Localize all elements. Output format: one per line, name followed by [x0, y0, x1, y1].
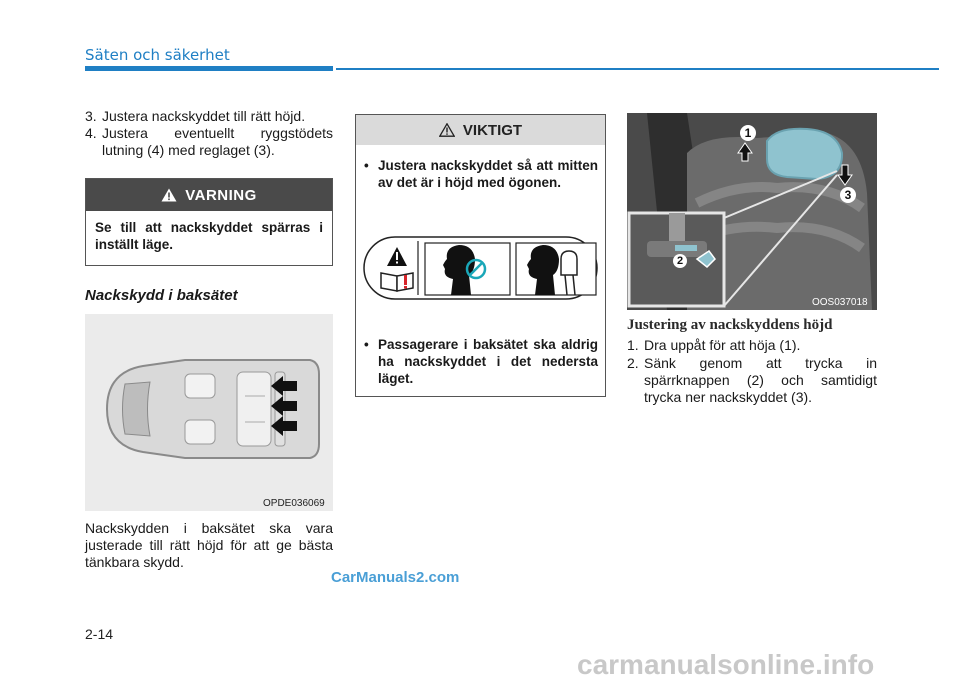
- callout-1: 1: [740, 125, 756, 141]
- step-text: Dra uppåt för att höja (1).: [644, 337, 801, 353]
- section-title: Säten och säkerhet: [85, 46, 230, 64]
- page-number: 2-14: [85, 626, 114, 642]
- headrest-adjustment-photo: [627, 113, 877, 310]
- warning-header: [86, 179, 332, 211]
- step-number: 3.: [85, 108, 97, 124]
- column-3-steps: [627, 337, 877, 407]
- step-number: 1.: [627, 337, 639, 353]
- important-header: [356, 115, 605, 145]
- header-rule-thick: [85, 66, 333, 71]
- figure-code: OPDE036069: [263, 498, 325, 509]
- subheading: Nackskydd i baksätet: [85, 287, 238, 304]
- bullet-text: Justera nackskyddet så att mitten av det är i höjd med ögonen.: [378, 158, 598, 190]
- important-box: [355, 114, 606, 397]
- warning-title: VARNING: [185, 186, 257, 204]
- callout-2: 2: [673, 254, 687, 268]
- step-item: [627, 355, 877, 406]
- bullet-text: Passagerare i baksätet ska aldrig ha nackskyddet i det nedersta läget.: [378, 337, 598, 386]
- warning-triangle-icon: [161, 188, 177, 202]
- headrest-position-illustration: [363, 223, 598, 313]
- rear-headrest-paragraph: Nackskydden i baksätet ska vara justerade till rätt höjd för att ge bästa tänkbara skydd.: [85, 520, 333, 570]
- warning-triangle-icon: [439, 123, 455, 137]
- callout-3: 3: [840, 187, 856, 203]
- step-text: Justera nackskyddet till rätt höjd.: [102, 108, 306, 124]
- adjustment-heading: Justering av nackskyddens höjd: [627, 317, 833, 333]
- bullet-dot: •: [364, 337, 369, 352]
- step-item: [85, 108, 333, 125]
- important-bullet: [364, 336, 598, 387]
- car-top-view-icon: [85, 314, 333, 511]
- rear-headrest-car-illustration: [85, 314, 333, 511]
- step-item: [627, 337, 877, 354]
- footer-watermark: carmanualsonline.info: [577, 649, 875, 680]
- important-bullet: [364, 157, 598, 191]
- step-number: 4.: [85, 125, 97, 141]
- warning-box: [85, 178, 333, 266]
- warning-text: Se till att nackskyddet spärras i inställt läge.: [95, 220, 323, 252]
- bullet-dot: •: [364, 158, 369, 173]
- step-item: [85, 125, 333, 159]
- important-title: VIKTIGT: [462, 121, 523, 139]
- seat-photo-illustration: [627, 113, 877, 310]
- step-number: 2.: [627, 355, 639, 371]
- figure-code: OOS037018: [812, 297, 868, 308]
- step-text: Justera eventuellt ryggstödets lutning (4) med reglaget (3).: [102, 125, 333, 158]
- watermark-link[interactable]: CarManuals2.com: [331, 569, 460, 586]
- column-1-steps: [85, 108, 333, 159]
- step-text: Sänk genom att trycka in spärrknappen (2) och samtidigt trycka ner nackskyddet (3).: [644, 355, 877, 405]
- header-rule-thin: [336, 68, 939, 70]
